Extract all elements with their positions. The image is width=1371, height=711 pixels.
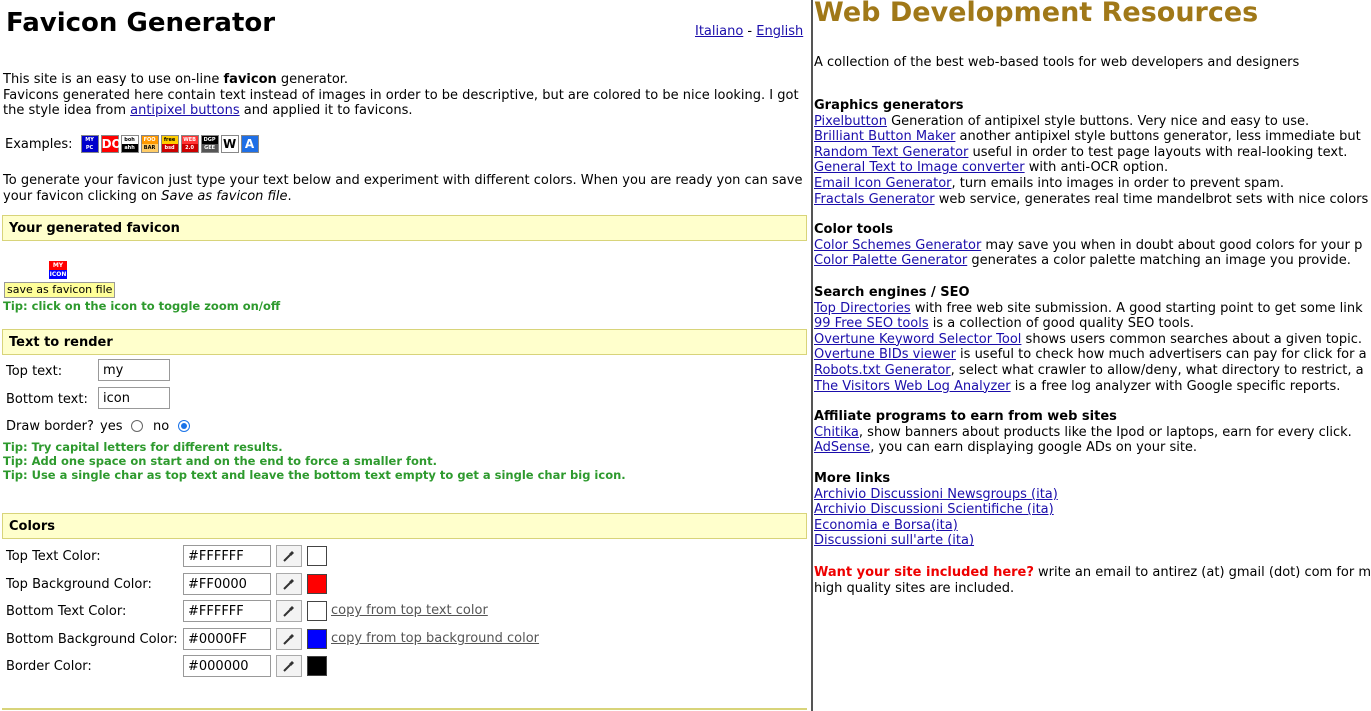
- antipixel-buttons-link[interactable]: antipixel buttons: [130, 103, 240, 118]
- resource-description: web service, generates real time mandelbrot sets with nice colors: [934, 191, 1369, 207]
- seo-heading: Search engines / SEO: [814, 285, 970, 300]
- resource-link[interactable]: Random Text Generator: [814, 144, 969, 160]
- example-favicon-icon: WEB 2.0: [181, 135, 199, 153]
- more-links-list: [814, 487, 1058, 549]
- resource-item: [814, 363, 1367, 379]
- panel-divider: [811, 0, 813, 711]
- resource-link[interactable]: Brilliant Button Maker: [814, 129, 956, 145]
- copy-color-link[interactable]: copy from top text color: [331, 603, 488, 618]
- eyedropper-icon[interactable]: [276, 545, 302, 567]
- resource-item: [814, 502, 1058, 518]
- example-favicon-icon: FOO BAR: [141, 135, 159, 153]
- page-title: Favicon Generator: [6, 8, 276, 38]
- resource-link[interactable]: General Text to Image converter: [814, 160, 1025, 176]
- bottom-text-input[interactable]: [98, 387, 170, 409]
- resource-link[interactable]: Economia e Borsa(ita): [814, 517, 958, 533]
- color-row-label: Bottom Background Color:: [6, 632, 178, 647]
- resources-panel: [814, 0, 1371, 711]
- bottom-text-label: Bottom text:: [6, 392, 88, 407]
- seo-section: [814, 285, 1367, 394]
- howto-text: To generate your favicon just type your text below and experiment with different colors. When you are ready yon can save your favicon clicking on Save as favicon file.: [3, 173, 803, 204]
- resource-link[interactable]: Overtune Keyword Selector Tool: [814, 331, 1022, 347]
- border-no-label: no: [153, 419, 170, 434]
- resource-description: , you can earn displaying google ADs on your site.: [870, 440, 1198, 456]
- intro-line-2: Favicons generated here contain text instead of images in order to be descriptive, but are colored to be nice looking. I got the style idea from antipixel buttons and applied it to favicons.: [3, 87, 799, 118]
- color-tools-list: [814, 238, 1362, 269]
- border-yes-label: yes: [100, 419, 123, 434]
- example-favicon-icon: free bsd: [161, 135, 179, 153]
- more-links-section: [814, 471, 1058, 549]
- affiliate-section: [814, 409, 1352, 456]
- resource-link[interactable]: Archivio Discussioni Newsgroups (ita): [814, 486, 1058, 502]
- resource-link[interactable]: The Visitors Web Log Analyzer: [814, 378, 1011, 394]
- resource-link[interactable]: Archivio Discussioni Scientifiche (ita): [814, 502, 1054, 518]
- tip-smaller-font: Tip: Add one space on start and on the end to force a smaller font.: [3, 454, 437, 468]
- color-swatch: [307, 629, 327, 649]
- color-hex-input[interactable]: [183, 600, 271, 622]
- draw-border-label: Draw border?: [6, 419, 94, 434]
- color-swatch: [307, 601, 327, 621]
- color-hex-input[interactable]: [183, 573, 271, 595]
- resource-item: [814, 316, 1367, 332]
- resource-description: useful in order to test page layouts with real-looking text.: [968, 144, 1348, 160]
- seo-list: [814, 301, 1367, 395]
- resource-link[interactable]: Overtune BIDs viewer: [814, 347, 956, 363]
- generated-favicon-heading: Your generated favicon: [2, 215, 807, 241]
- resource-item: [814, 301, 1367, 317]
- resource-description: Generation of antipixel style buttons. Very nice and easy to use.: [886, 113, 1310, 129]
- tip-single-char: Tip: Use a single char as top text and leave the bottom text empty to get a single char big icon.: [3, 468, 626, 482]
- include-site-text-2: high quality sites are included.: [814, 580, 1015, 596]
- resource-description: may save you when in doubt about good colors for your p: [981, 237, 1363, 253]
- example-favicon-icon: boh ahh: [121, 135, 139, 153]
- resource-item: [814, 347, 1367, 363]
- color-hex-input[interactable]: [183, 545, 271, 567]
- graphics-generators-section: [814, 98, 1368, 207]
- lang-separator: -: [747, 24, 753, 39]
- graphics-generators-heading: Graphics generators: [814, 98, 964, 113]
- resource-item: [814, 145, 1368, 161]
- resource-description: , show banners about products like the Ipod or laptops, earn for every click.: [858, 424, 1352, 440]
- resource-link[interactable]: Email Icon Generator: [814, 175, 952, 191]
- border-no-radio[interactable]: [178, 420, 190, 432]
- eyedropper-icon[interactable]: [276, 655, 302, 677]
- color-hex-input[interactable]: [183, 628, 271, 650]
- color-row-label: Border Color:: [6, 659, 92, 674]
- resource-link[interactable]: 99 Free SEO tools: [814, 316, 929, 332]
- resource-item: [814, 440, 1352, 456]
- resource-description: is useful to check how much advertisers can pay for click for a: [955, 347, 1367, 363]
- more-links-heading: More links: [814, 471, 891, 486]
- intro-text: [3, 72, 808, 119]
- lang-english-link[interactable]: English: [756, 24, 804, 39]
- resource-link[interactable]: Discussioni sull'arte (ita): [814, 533, 975, 549]
- resource-description: shows users common searches about a given topic.: [1021, 331, 1363, 347]
- zoom-tip: Tip: click on the icon to toggle zoom on/off: [3, 299, 281, 313]
- example-favicon-icon: DO: [101, 137, 122, 151]
- resource-item: [814, 518, 1058, 534]
- resource-description: is a collection of good quality SEO tools.: [928, 316, 1195, 332]
- resource-item: [814, 192, 1368, 208]
- resource-link[interactable]: Robots.txt Generator: [814, 362, 951, 378]
- resource-description: generates a color palette matching an image you provide.: [967, 253, 1351, 269]
- resource-item: [814, 238, 1362, 254]
- include-site-section: [814, 565, 1371, 596]
- resource-description: is a free log analyzer with Google specific reports.: [1010, 378, 1341, 394]
- resource-item: [814, 425, 1352, 441]
- resource-link[interactable]: Chitika: [814, 424, 859, 440]
- resource-item: [814, 379, 1367, 395]
- examples-row: [5, 135, 259, 153]
- resource-item: [814, 129, 1368, 145]
- text-to-render-heading: Text to render: [2, 329, 807, 355]
- color-tools-section: [814, 222, 1362, 269]
- section-divider: [2, 708, 807, 710]
- resource-description: another antipixel style buttons generator, less immediate but: [955, 129, 1361, 145]
- color-swatch: [307, 546, 327, 566]
- border-yes-radio[interactable]: [131, 420, 143, 432]
- colors-heading: Colors: [2, 513, 807, 539]
- color-swatch: [307, 656, 327, 676]
- color-row-label: Top Text Color:: [6, 549, 101, 564]
- lang-italiano-link[interactable]: Italiano: [695, 24, 744, 39]
- tip-capital-letters: Tip: Try capital letters for different results.: [3, 440, 283, 454]
- save-as-favicon-button[interactable]: save as favicon file: [4, 282, 115, 298]
- example-favicon-icon: A: [241, 135, 259, 153]
- resource-description: with free web site submission. A good starting point to get some link: [910, 300, 1363, 316]
- resource-item: [814, 253, 1362, 269]
- resource-item: [814, 332, 1367, 348]
- examples-label: Examples:: [5, 136, 73, 152]
- resource-link[interactable]: Pixelbutton: [814, 113, 887, 129]
- resource-link[interactable]: Top Directories: [814, 300, 911, 316]
- resource-link[interactable]: AdSense: [814, 440, 871, 456]
- resource-item: [814, 160, 1368, 176]
- resource-link[interactable]: Fractals Generator: [814, 191, 935, 207]
- top-text-label: Top text:: [6, 364, 63, 379]
- resource-item: [814, 114, 1368, 130]
- affiliate-heading: Affiliate programs to earn from web sites: [814, 409, 1117, 424]
- resource-link[interactable]: Color Schemes Generator: [814, 237, 982, 253]
- include-site-cta: Want your site included here?: [814, 565, 1034, 580]
- resources-title: Web Development Resources: [814, 0, 1259, 28]
- eyedropper-icon[interactable]: [276, 628, 302, 650]
- intro-line-1: This site is an easy to use on-line favicon generator.: [3, 72, 349, 87]
- resource-description: , select what crawler to allow/deny, what directory to restrict, a: [950, 362, 1364, 378]
- example-favicon-icon: W: [221, 135, 239, 153]
- resources-subtitle: A collection of the best web-based tools for web developers and designers: [814, 55, 1300, 70]
- copy-color-link[interactable]: copy from top background color: [331, 631, 540, 646]
- include-site-text: write an email to antirez (at) gmail (dot) com for m: [1033, 565, 1371, 580]
- top-text-input[interactable]: [98, 359, 170, 381]
- resource-item: [814, 487, 1058, 503]
- resource-link[interactable]: Color Palette Generator: [814, 253, 968, 269]
- color-hex-input[interactable]: [183, 655, 271, 677]
- favicon-preview[interactable]: MY ICON: [49, 262, 67, 278]
- example-favicon-icon: MY PC: [81, 135, 99, 153]
- affiliate-list: [814, 425, 1352, 456]
- language-switcher: [695, 24, 803, 39]
- resource-item: [814, 533, 1058, 549]
- color-row-label: Bottom Text Color:: [6, 604, 127, 619]
- example-favicon-icon: DGP GEE: [201, 135, 219, 153]
- example-icons: [81, 135, 259, 153]
- color-swatch: [307, 574, 327, 594]
- resource-item: [814, 176, 1368, 192]
- resource-description: with anti-OCR option.: [1024, 160, 1169, 176]
- graphics-generators-list: [814, 114, 1368, 208]
- eyedropper-icon[interactable]: [276, 573, 302, 595]
- color-tools-heading: Color tools: [814, 222, 894, 237]
- color-row-label: Top Background Color:: [6, 577, 152, 592]
- resource-description: , turn emails into images in order to prevent spam.: [951, 175, 1285, 191]
- eyedropper-icon[interactable]: [276, 600, 302, 622]
